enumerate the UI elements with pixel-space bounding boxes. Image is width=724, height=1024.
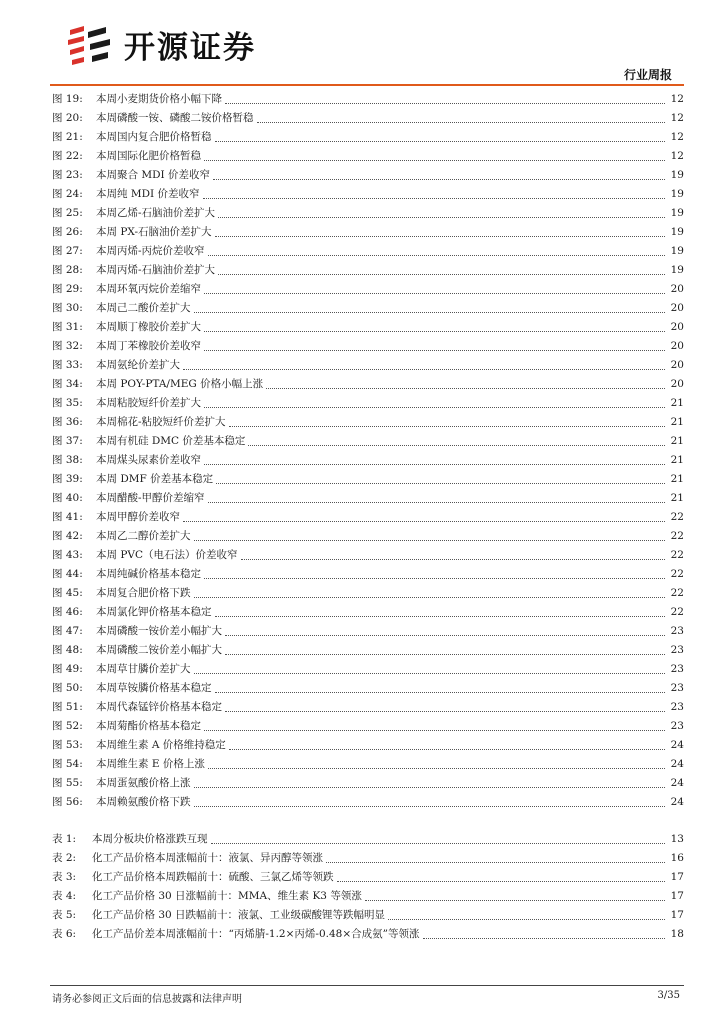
entry-page-number: 19 xyxy=(670,264,684,276)
dot-leader xyxy=(194,806,666,807)
entry-title: 本周顺丁橡胶价差扩大 xyxy=(96,321,201,333)
entry-title: 本周磷酸一铵、磷酸二铵价格暂稳 xyxy=(96,112,254,124)
entry-number: 图 48: xyxy=(52,644,83,656)
dot-leader xyxy=(204,464,665,465)
table-index-list xyxy=(52,830,684,944)
entry-title: 本周煤头尿素价差收窄 xyxy=(96,454,201,466)
entry-title: 本周代森锰锌价格基本稳定 xyxy=(96,701,222,713)
dot-leader xyxy=(225,103,665,104)
entry-title: 本周粘胶短纤价差扩大 xyxy=(96,397,201,409)
figure-index-entry[interactable] xyxy=(52,451,684,470)
entry-number: 图 19: xyxy=(52,93,83,105)
entry-page-number: 19 xyxy=(670,245,684,257)
entry-number: 图 31: xyxy=(52,321,83,333)
entry-title: 化工产品价格 30 日涨幅前十：MMA、维生素 K3 等领涨 xyxy=(92,890,362,902)
table-index-entry[interactable] xyxy=(52,849,684,868)
page-number: 3/35 xyxy=(657,990,680,1001)
entry-number: 表 5: xyxy=(52,909,77,921)
dot-leader xyxy=(423,938,665,939)
entry-title: 本周磷酸一铵价差小幅扩大 xyxy=(96,625,222,637)
entry-page-number: 23 xyxy=(670,682,684,694)
entry-page-number: 24 xyxy=(670,758,684,770)
company-logo xyxy=(66,22,256,66)
figure-index-entry[interactable] xyxy=(52,413,684,432)
entry-page-number: 12 xyxy=(670,150,684,162)
entry-title: 本周 PVC（电石法）价差收窄 xyxy=(96,549,238,561)
entry-number: 图 21: xyxy=(52,131,83,143)
table-index-entry[interactable] xyxy=(52,925,684,944)
entry-number: 图 36: xyxy=(52,416,83,428)
figure-index-entry[interactable] xyxy=(52,185,684,204)
figure-index-entry[interactable] xyxy=(52,546,684,565)
dot-leader xyxy=(194,540,666,541)
dot-leader xyxy=(204,578,665,579)
entry-number: 图 28: xyxy=(52,264,83,276)
entry-title: 化工产品价格本周涨幅前十：液氯、异丙醇等领涨 xyxy=(92,852,323,864)
entry-page-number: 18 xyxy=(670,928,684,940)
entry-page-number: 20 xyxy=(670,321,684,333)
figure-index-entry[interactable] xyxy=(52,432,684,451)
dot-leader xyxy=(204,407,665,408)
entry-page-number: 24 xyxy=(670,739,684,751)
entry-page-number: 22 xyxy=(670,549,684,561)
report-type-label: 行业周报 xyxy=(623,68,672,82)
entry-number: 表 2: xyxy=(52,852,77,864)
entry-number: 图 35: xyxy=(52,397,83,409)
entry-page-number: 19 xyxy=(670,207,684,219)
dot-leader xyxy=(218,274,665,275)
entry-number: 图 23: xyxy=(52,169,83,181)
dot-leader xyxy=(204,730,665,731)
entry-page-number: 17 xyxy=(670,890,684,902)
figure-index-entry[interactable] xyxy=(52,622,684,641)
entry-title: 本周有机硅 DMC 价差基本稳定 xyxy=(96,435,246,447)
entry-number: 图 53: xyxy=(52,739,83,751)
dot-leader xyxy=(229,426,665,427)
dot-leader xyxy=(266,388,665,389)
dot-leader xyxy=(208,768,665,769)
entry-number: 图 49: xyxy=(52,663,83,675)
entry-page-number: 24 xyxy=(670,777,684,789)
dot-leader xyxy=(218,217,665,218)
entry-title: 本周小麦期货价格小幅下降 xyxy=(96,93,222,105)
figure-index-entry[interactable] xyxy=(52,736,684,755)
figure-index-entry[interactable] xyxy=(52,280,684,299)
entry-number: 图 46: xyxy=(52,606,83,618)
brand-name: 开源证券 xyxy=(124,29,256,66)
entry-title: 本周国内复合肥价格暂稳 xyxy=(96,131,212,143)
entry-title: 本周维生素 E 价格上涨 xyxy=(96,758,205,770)
dot-leader xyxy=(183,521,665,522)
dot-leader xyxy=(215,236,665,237)
table-index-entry[interactable] xyxy=(52,887,684,906)
dot-leader xyxy=(204,293,665,294)
entry-number: 图 33: xyxy=(52,359,83,371)
entry-page-number: 21 xyxy=(670,397,684,409)
dot-leader xyxy=(211,843,666,844)
figure-index-entry[interactable] xyxy=(52,793,684,812)
entry-page-number: 19 xyxy=(670,188,684,200)
entry-page-number: 20 xyxy=(670,283,684,295)
entry-page-number: 21 xyxy=(670,454,684,466)
entry-number: 图 39: xyxy=(52,473,83,485)
figure-index-entry[interactable] xyxy=(52,204,684,223)
entry-title: 本周复合肥价格下跌 xyxy=(96,587,191,599)
entry-page-number: 22 xyxy=(670,568,684,580)
entry-page-number: 17 xyxy=(670,871,684,883)
figure-index-entry[interactable] xyxy=(52,584,684,603)
entry-title: 本周乙烯-石脑油价差扩大 xyxy=(96,207,216,219)
figure-index-entry[interactable] xyxy=(52,698,684,717)
entry-page-number: 20 xyxy=(670,378,684,390)
entry-number: 表 1: xyxy=(52,833,77,845)
dot-leader xyxy=(204,350,665,351)
entry-title: 化工产品价差本周涨幅前十：“丙烯腈-1.2×丙烯-0.48×合成氨”等领涨 xyxy=(92,928,420,940)
entry-title: 本周 DMF 价差基本稳定 xyxy=(96,473,214,485)
dot-leader xyxy=(257,122,666,123)
figure-index-entry[interactable] xyxy=(52,527,684,546)
figure-index-entry[interactable] xyxy=(52,109,684,128)
figure-index-entry[interactable] xyxy=(52,717,684,736)
table-index-entry[interactable] xyxy=(52,830,684,849)
entry-title: 本周聚合 MDI 价差收窄 xyxy=(96,169,210,181)
entry-title: 化工产品价格本周跌幅前十：硫酸、三氯乙烯等领跌 xyxy=(92,871,334,883)
figure-index-entry[interactable] xyxy=(52,641,684,660)
entry-number: 图 50: xyxy=(52,682,83,694)
entry-number: 图 27: xyxy=(52,245,83,257)
figure-index-entry[interactable] xyxy=(52,261,684,280)
entry-page-number: 23 xyxy=(670,644,684,656)
entry-number: 图 54: xyxy=(52,758,83,770)
figure-index-entry[interactable] xyxy=(52,774,684,793)
entry-page-number: 21 xyxy=(670,492,684,504)
entry-page-number: 12 xyxy=(670,112,684,124)
entry-number: 图 24: xyxy=(52,188,83,200)
entry-number: 图 30: xyxy=(52,302,83,314)
dot-leader xyxy=(194,597,666,598)
entry-title: 本周 PX-石脑油价差扩大 xyxy=(96,226,212,238)
entry-page-number: 17 xyxy=(670,909,684,921)
entry-page-number: 24 xyxy=(670,796,684,808)
entry-page-number: 21 xyxy=(670,473,684,485)
entry-title: 本周维生素 A 价格维持稳定 xyxy=(96,739,226,751)
logo-mark-icon xyxy=(66,22,114,66)
header-divider xyxy=(50,84,684,86)
figure-index-entry[interactable] xyxy=(52,337,684,356)
entry-number: 图 22: xyxy=(52,150,83,162)
entry-title: 化工产品价格 30 日跌幅前十：液氯、工业级碳酸锂等跌幅明显 xyxy=(92,909,386,921)
entry-page-number: 22 xyxy=(670,530,684,542)
dot-leader xyxy=(213,179,665,180)
dot-leader xyxy=(204,331,665,332)
entry-page-number: 22 xyxy=(670,606,684,618)
table-index-entry[interactable] xyxy=(52,906,684,925)
entry-number: 图 26: xyxy=(52,226,83,238)
dot-leader xyxy=(241,559,665,560)
figure-index-entry[interactable] xyxy=(52,242,684,261)
dot-leader xyxy=(225,635,665,636)
entry-page-number: 13 xyxy=(670,833,684,845)
entry-number: 表 6: xyxy=(52,928,77,940)
entry-number: 图 52: xyxy=(52,720,83,732)
entry-number: 图 51: xyxy=(52,701,83,713)
entry-title: 本周氨纶价差扩大 xyxy=(96,359,180,371)
entry-title: 本周醋酸-甲醇价差缩窄 xyxy=(96,492,205,504)
figure-index-entry[interactable] xyxy=(52,470,684,489)
dot-leader xyxy=(215,616,666,617)
figure-index-entry[interactable] xyxy=(52,508,684,527)
figure-index-entry[interactable] xyxy=(52,128,684,147)
entry-page-number: 21 xyxy=(670,435,684,447)
entry-page-number: 12 xyxy=(670,131,684,143)
dot-leader xyxy=(208,255,665,256)
figure-index-entry[interactable] xyxy=(52,223,684,242)
entry-title: 本周丙烯-丙烷价差收窄 xyxy=(96,245,205,257)
entry-number: 图 41: xyxy=(52,511,83,523)
entry-number: 图 32: xyxy=(52,340,83,352)
entry-number: 图 20: xyxy=(52,112,83,124)
entry-title: 本周磷酸二铵价差小幅扩大 xyxy=(96,644,222,656)
entry-page-number: 23 xyxy=(670,720,684,732)
entry-number: 图 38: xyxy=(52,454,83,466)
figure-index-entry[interactable] xyxy=(52,489,684,508)
entry-title: 本周蛋氨酸价格上涨 xyxy=(96,777,191,789)
entry-title: 本周纯 MDI 价差收窄 xyxy=(96,188,200,200)
dot-leader xyxy=(225,654,665,655)
entry-page-number: 19 xyxy=(670,226,684,238)
figure-index-entry[interactable] xyxy=(52,166,684,185)
entry-number: 图 34: xyxy=(52,378,83,390)
figure-index-entry[interactable] xyxy=(52,147,684,166)
entry-number: 图 55: xyxy=(52,777,83,789)
entry-number: 图 29: xyxy=(52,283,83,295)
dot-leader xyxy=(215,141,666,142)
entry-number: 图 25: xyxy=(52,207,83,219)
dot-leader xyxy=(388,919,665,920)
figure-index-list xyxy=(52,90,684,812)
dot-leader xyxy=(194,787,666,788)
entry-page-number: 23 xyxy=(670,663,684,675)
entry-title: 本周甲醇价差收窄 xyxy=(96,511,180,523)
entry-title: 本周己二酸价差扩大 xyxy=(96,302,191,314)
entry-page-number: 20 xyxy=(670,340,684,352)
entry-page-number: 22 xyxy=(670,511,684,523)
dot-leader xyxy=(216,483,665,484)
entry-page-number: 23 xyxy=(670,701,684,713)
entry-page-number: 12 xyxy=(670,93,684,105)
entry-number: 图 45: xyxy=(52,587,83,599)
entry-number: 图 37: xyxy=(52,435,83,447)
entry-title: 本周乙二醇价差扩大 xyxy=(96,530,191,542)
entry-number: 图 40: xyxy=(52,492,83,504)
figure-index-entry[interactable] xyxy=(52,394,684,413)
entry-number: 表 3: xyxy=(52,871,77,883)
figure-index-entry[interactable] xyxy=(52,90,684,109)
entry-number: 图 44: xyxy=(52,568,83,580)
dot-leader xyxy=(215,692,666,693)
entry-title: 本周赖氨酸价格下跌 xyxy=(96,796,191,808)
figure-index-entry[interactable] xyxy=(52,755,684,774)
page-header xyxy=(0,0,724,90)
figure-index-entry[interactable] xyxy=(52,603,684,622)
dot-leader xyxy=(225,711,665,712)
entry-title: 本周纯碱价格基本稳定 xyxy=(96,568,201,580)
dot-leader xyxy=(194,312,666,313)
figure-index-entry[interactable] xyxy=(52,318,684,337)
entry-title: 本周 POY-PTA/MEG 价格小幅上涨 xyxy=(96,378,264,390)
figure-index-entry[interactable] xyxy=(52,299,684,318)
figure-index-entry[interactable] xyxy=(52,679,684,698)
dot-leader xyxy=(183,369,665,370)
entry-number: 图 47: xyxy=(52,625,83,637)
entry-title: 本周菊酯价格基本稳定 xyxy=(96,720,201,732)
entry-page-number: 20 xyxy=(670,302,684,314)
entry-title: 本周草铵膦价格基本稳定 xyxy=(96,682,212,694)
dot-leader xyxy=(337,881,666,882)
dot-leader xyxy=(204,160,665,161)
figure-index-entry[interactable] xyxy=(52,660,684,679)
entry-number: 表 4: xyxy=(52,890,77,902)
entry-title: 本周国际化肥价格暂稳 xyxy=(96,150,201,162)
entry-number: 图 56: xyxy=(52,796,83,808)
dot-leader xyxy=(229,749,665,750)
figure-index-entry[interactable] xyxy=(52,356,684,375)
entry-title: 本周环氧丙烷价差缩窄 xyxy=(96,283,201,295)
footer-divider xyxy=(50,985,684,986)
dot-leader xyxy=(203,198,666,199)
entry-title: 本周棉花-粘胶短纤价差扩大 xyxy=(96,416,226,428)
entry-page-number: 16 xyxy=(670,852,684,864)
entry-number: 图 42: xyxy=(52,530,83,542)
dot-leader xyxy=(326,862,665,863)
dot-leader xyxy=(248,445,665,446)
entry-title: 本周丁苯橡胶价差收窄 xyxy=(96,340,201,352)
dot-leader xyxy=(208,502,665,503)
entry-page-number: 20 xyxy=(670,359,684,371)
table-index-entry[interactable] xyxy=(52,868,684,887)
entry-page-number: 19 xyxy=(670,169,684,181)
entry-number: 图 43: xyxy=(52,549,83,561)
entry-page-number: 23 xyxy=(670,625,684,637)
entry-title: 本周丙烯-石脑油价差扩大 xyxy=(96,264,216,276)
figure-index-entry[interactable] xyxy=(52,565,684,584)
entry-page-number: 21 xyxy=(670,416,684,428)
footer-disclaimer: 请务必参阅正文后面的信息披露和法律声明 xyxy=(52,994,242,1005)
entry-page-number: 22 xyxy=(670,587,684,599)
entry-title: 本周分板块价格涨跌互现 xyxy=(92,833,208,845)
entry-title: 本周草甘膦价差扩大 xyxy=(96,663,191,675)
entry-title: 本周氯化钾价格基本稳定 xyxy=(96,606,212,618)
figure-index-entry[interactable] xyxy=(52,375,684,394)
dot-leader xyxy=(194,673,666,674)
dot-leader xyxy=(365,900,665,901)
